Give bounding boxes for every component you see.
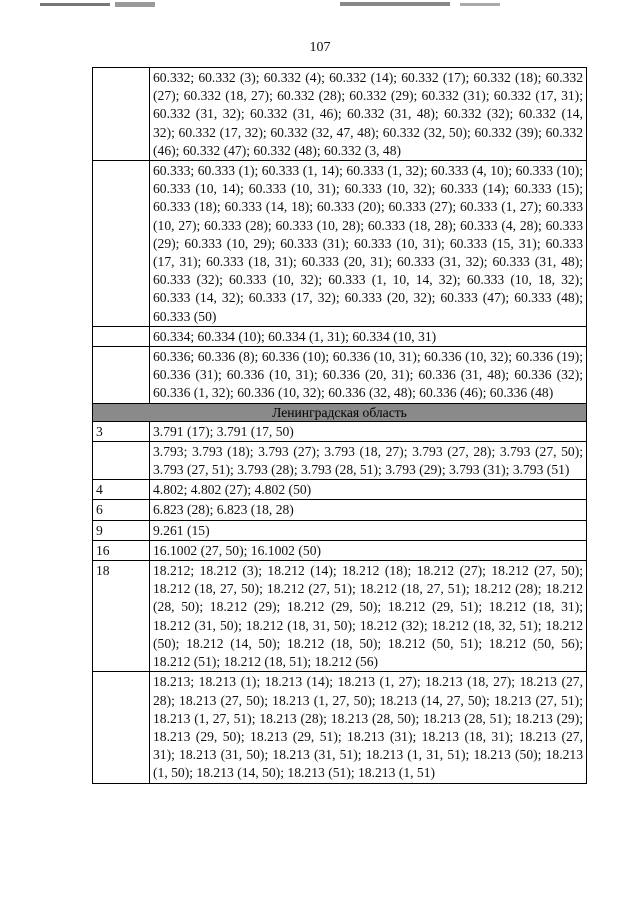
row-text: 18.213; 18.213 (1); 18.213 (14); 18.213 (1, 27); 18.213 (18, 27); 18.213 (27, 28); 18.213 (27, 50); 18.213 (1, 27, 50); 18.213 (14, 27, 50); 18.213 (27, 51); 18.213 (1, 27, 51); 18.213 (28); 18.213 (28, 50); 18.213 (28, 51); 18.213 (29); 18.213 (29, 50); 18.213 (29, 51); 18.213 (31); 18.213 (18, 31); 18.213 (27, 31); 18.213 (31, 50); 18.213 (31, 51); 18.213 (1, 31, 51); 18.213 (50); 18.213 (1, 50); 18.213 (14, 50); 18.213 (51); 18.213 (1, 51) xyxy=(150,672,587,783)
row-code: 6 xyxy=(93,500,150,520)
row-code: 4 xyxy=(93,480,150,500)
row-code xyxy=(93,347,150,404)
row-text: 60.332; 60.332 (3); 60.332 (4); 60.332 (14); 60.332 (17); 60.332 (18); 60.332 (27); 60.332 (18, 27); 60.332 (28); 60.332 (29); 60.332 (31); 60.332 (17, 31); 60.332 (31, 32); 60.332 (31, 46); 60.332 (31, 48); 60.332 (32); 60.332 (14, 32); 60.332 (17, 32); 60.332 (32, 47, 48); 60.332 (32, 50); 60.332 (39); 60.332 (46); 60.332 (47); 60.332 (48); 60.332 (3, 48) xyxy=(150,68,587,161)
table-row xyxy=(93,561,587,672)
table-row xyxy=(93,161,587,327)
row-code: 9 xyxy=(93,520,150,540)
row-text: 3.791 (17); 3.791 (17, 50) xyxy=(150,421,587,441)
scan-artifact-header xyxy=(40,0,600,18)
row-text: 6.823 (28); 6.823 (18, 28) xyxy=(150,500,587,520)
row-text: 60.333; 60.333 (1); 60.333 (1, 14); 60.333 (1, 32); 60.333 (4, 10); 60.333 (10); 60.333 (10, 14); 60.333 (10, 31); 60.333 (10, 32); 60.333 (14); 60.333 (15); 60.333 (18); 60.333 (14, 18); 60.333 (20); 60.333 (27); 60.333 (1, 27); 60.333 (10, 27); 60.333 (28); 60.333 (10, 28); 60.333 (18, 28); 60.333 (4, 28); 60.333 (29); 60.333 (10, 29); 60.333 (31); 60.333 (10, 31); 60.333 (15, 31); 60.333 (17, 31); 60.333 (18, 31); 60.333 (20, 31); 60.333 (31, 32); 60.333 (31, 48); 60.333 (32); 60.333 (10, 32); 60.333 (1, 10, 14, 32); 60.333 (10, 18, 32); 60.333 (14, 32); 60.333 (17, 32); 60.333 (20, 32); 60.333 (47); 60.333 (48); 60.333 (50) xyxy=(150,161,587,327)
row-text: 9.261 (15) xyxy=(150,520,587,540)
row-code xyxy=(93,672,150,783)
row-text: 60.336; 60.336 (8); 60.336 (10); 60.336 (10, 31); 60.336 (10, 32); 60.336 (19); 60.336 (31); 60.336 (10, 31); 60.336 (20, 31); 60.336 (31, 48); 60.336 (32); 60.336 (1, 32); 60.336 (10, 32); 60.336 (32, 48); 60.336 (46); 60.336 (48) xyxy=(150,347,587,404)
row-code: 3 xyxy=(93,421,150,441)
table-row xyxy=(93,500,587,520)
code-table xyxy=(92,67,587,784)
table-row xyxy=(93,480,587,500)
row-code xyxy=(93,68,150,161)
table-row xyxy=(93,68,587,161)
row-code xyxy=(93,441,150,479)
table-row xyxy=(93,347,587,404)
section-heading-row xyxy=(93,403,587,421)
table-row xyxy=(93,441,587,479)
row-text: 18.212; 18.212 (3); 18.212 (14); 18.212 (18); 18.212 (27); 18.212 (27, 50); 18.212 (18, 27, 50); 18.212 (27, 51); 18.212 (18, 27, 51); 18.212 (28); 18.212 (28, 50); 18.212 (29); 18.212 (29, 50); 18.212 (29, 51); 18.212 (18, 31); 18.212 (31, 50); 18.212 (18, 31, 50); 18.212 (32); 18.212 (18, 32, 51); 18.212 (50); 18.212 (14, 50); 18.212 (18, 50); 18.212 (50, 51); 18.212 (50, 56); 18.212 (51); 18.212 (18, 51); 18.212 (56) xyxy=(150,561,587,672)
page-number: 107 xyxy=(309,40,331,55)
row-text: 60.334; 60.334 (10); 60.334 (1, 31); 60.334 (10, 31) xyxy=(150,326,587,346)
row-code: 16 xyxy=(93,540,150,560)
table-row xyxy=(93,540,587,560)
table-row xyxy=(93,672,587,783)
row-text: 16.1002 (27, 50); 16.1002 (50) xyxy=(150,540,587,560)
row-code: 18 xyxy=(93,561,150,672)
row-code xyxy=(93,326,150,346)
row-text: 3.793; 3.793 (18); 3.793 (27); 3.793 (18, 27); 3.793 (27, 28); 3.793 (27, 50); 3.793 (27, 51); 3.793 (28); 3.793 (28, 51); 3.793 (29); 3.793 (31); 3.793 (51) xyxy=(150,441,587,479)
row-code xyxy=(93,161,150,327)
table-row xyxy=(93,520,587,540)
section-heading: Ленинградская область xyxy=(93,403,587,421)
table-row xyxy=(93,326,587,346)
row-text: 4.802; 4.802 (27); 4.802 (50) xyxy=(150,480,587,500)
table-row xyxy=(93,421,587,441)
